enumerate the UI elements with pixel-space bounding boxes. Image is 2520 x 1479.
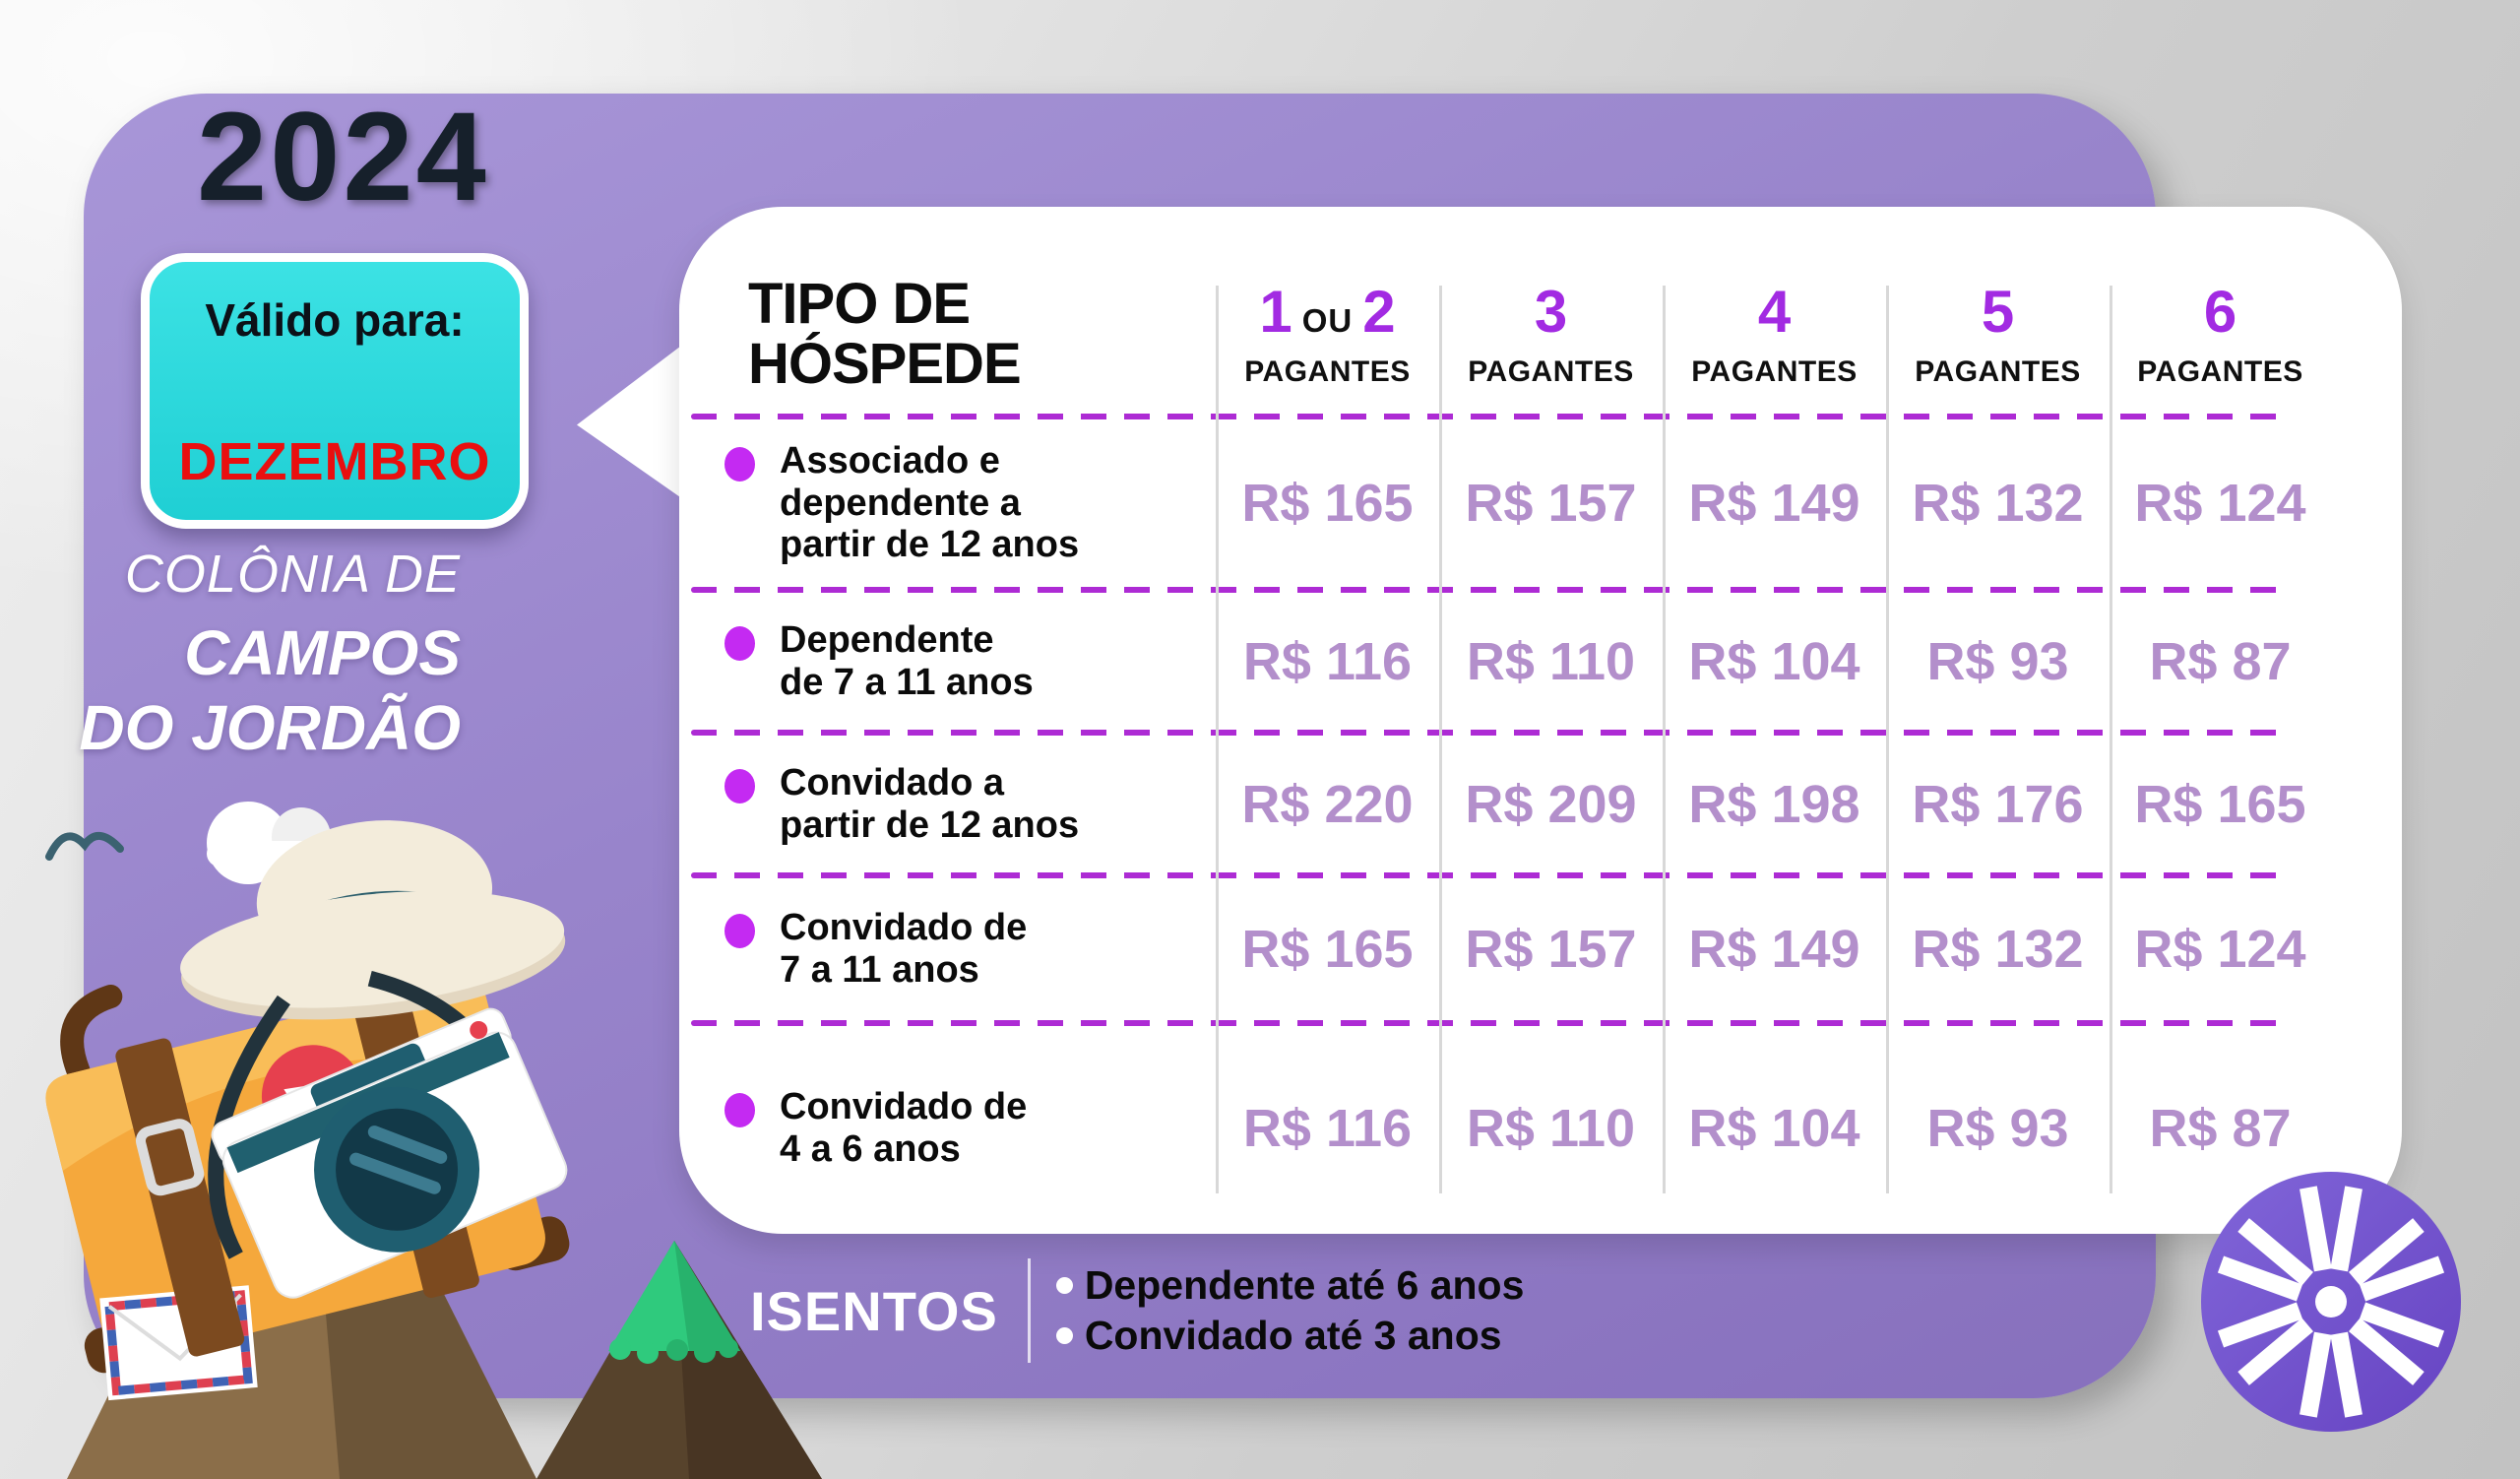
dashed-separator xyxy=(691,414,2294,419)
price-cell: R$ 149 xyxy=(1688,920,1860,979)
price-cell: R$ 110 xyxy=(1466,1099,1636,1158)
payers-word: PAGANTES xyxy=(1468,355,1634,388)
column-divider xyxy=(1439,286,1442,1193)
dot-icon xyxy=(1056,1327,1073,1344)
price-cell: R$ 132 xyxy=(1912,474,2084,533)
payers-count: 1 xyxy=(1259,279,1292,345)
price-cell: R$ 87 xyxy=(2149,1099,2292,1158)
price-cell: R$ 93 xyxy=(1926,1099,2069,1158)
dashed-separator xyxy=(691,1020,2294,1026)
valid-for-label: Válido para: xyxy=(205,294,465,346)
guest-type-label: Convidado de xyxy=(780,1086,1028,1128)
club-logo xyxy=(2197,1168,2465,1436)
location-line-1: COLÔNIA DE xyxy=(124,545,461,604)
payers-count: 6 xyxy=(2203,279,2237,345)
vertical-divider xyxy=(1028,1258,1031,1363)
price-cell: R$ 176 xyxy=(1912,774,2084,834)
payers-count: 4 xyxy=(1757,279,1792,345)
guest-type-cell xyxy=(679,417,1216,590)
price-cell: R$ 124 xyxy=(2134,920,2306,979)
exempt-item xyxy=(1056,1313,1525,1359)
dashed-separator xyxy=(691,872,2294,878)
column-header-3 xyxy=(1439,207,1663,417)
dashed-separator xyxy=(691,730,2294,736)
exempt-item xyxy=(1056,1262,1525,1309)
column-header-4 xyxy=(1663,207,1886,417)
payers-count: 3 xyxy=(1534,279,1568,345)
column-header-6 xyxy=(2110,207,2402,417)
month-label: DEZEMBRO xyxy=(178,432,491,491)
column-header-guest-type xyxy=(679,207,1216,417)
price-cell: R$ 110 xyxy=(1466,631,1636,691)
price-cell: R$ 165 xyxy=(2134,774,2306,834)
price-cell: R$ 116 xyxy=(1242,1099,1413,1158)
dot-icon xyxy=(724,447,755,482)
dot-icon xyxy=(1056,1277,1073,1294)
column-header-5 xyxy=(1886,207,2110,417)
payers-count: 2 xyxy=(1362,279,1396,345)
exempt-item-label: Convidado até 3 anos xyxy=(1084,1313,1502,1358)
payers-word: PAGANTES xyxy=(1915,355,2081,388)
dot-icon xyxy=(724,626,755,661)
price-cell: R$ 124 xyxy=(2134,474,2306,533)
valid-for-badge xyxy=(141,253,529,529)
guest-type-label: de 7 a 11 anos xyxy=(780,661,1034,703)
guest-type-label: partir de 12 anos xyxy=(780,804,1080,846)
column-divider xyxy=(1886,286,1889,1193)
price-cell: R$ 198 xyxy=(1688,774,1860,834)
year-label: 2024 xyxy=(197,87,489,227)
price-cell: R$ 157 xyxy=(1465,920,1637,979)
payers-count: 5 xyxy=(1981,279,2015,345)
column-header-1or2 xyxy=(1216,207,1439,417)
payers-word: PAGANTES xyxy=(2137,355,2303,388)
location-line-3: DO JORDÃO xyxy=(79,692,461,763)
price-cell: R$ 104 xyxy=(1688,1099,1860,1158)
price-cell: R$ 87 xyxy=(2149,631,2292,691)
column-divider xyxy=(1663,286,1666,1193)
payers-word: PAGANTES xyxy=(1691,355,1858,388)
price-cell: R$ 116 xyxy=(1242,631,1413,691)
price-cell: R$ 132 xyxy=(1912,920,2084,979)
column-divider xyxy=(2110,286,2112,1193)
column-divider xyxy=(1216,286,1219,1193)
price-cell: R$ 220 xyxy=(1241,774,1414,834)
guest-type-label: Associado e xyxy=(780,440,1000,482)
price-cell: R$ 165 xyxy=(1241,474,1414,533)
guest-type-label: Convidado de xyxy=(780,907,1028,949)
price-table-card xyxy=(679,207,2402,1234)
price-cell: R$ 93 xyxy=(1926,631,2069,691)
payers-word: PAGANTES xyxy=(1244,355,1411,388)
location-line-2: CAMPOS xyxy=(184,617,461,688)
price-cell: R$ 157 xyxy=(1465,474,1637,533)
price-cell: R$ 209 xyxy=(1465,774,1637,834)
price-table xyxy=(679,207,2402,1234)
guest-type-label: 7 a 11 anos xyxy=(780,949,979,991)
mountain-icon xyxy=(536,1241,822,1479)
guest-type-label: partir de 12 anos xyxy=(780,524,1080,566)
exempt-item-label: Dependente até 6 anos xyxy=(1084,1262,1525,1308)
price-cell: R$ 165 xyxy=(1241,920,1414,979)
guest-type-title-line1: TIPO DE xyxy=(748,272,971,337)
guest-type-title-line2: HÓSPEDE xyxy=(748,332,1021,397)
or-conjunction: OU xyxy=(1301,302,1354,339)
guest-type-label: Dependente xyxy=(780,618,994,661)
price-cell: R$ 104 xyxy=(1688,631,1860,691)
guest-type-label: 4 a 6 anos xyxy=(780,1128,961,1170)
price-cell: R$ 149 xyxy=(1688,474,1860,533)
guest-type-label: dependente a xyxy=(780,482,1021,524)
guest-type-cell xyxy=(679,590,1216,733)
dashed-separator xyxy=(691,587,2294,593)
travel-illustration xyxy=(0,768,866,1479)
exempt-title: ISENTOS xyxy=(750,1279,998,1342)
guest-type-label: Convidado a xyxy=(780,761,1005,804)
location-title xyxy=(47,544,461,764)
